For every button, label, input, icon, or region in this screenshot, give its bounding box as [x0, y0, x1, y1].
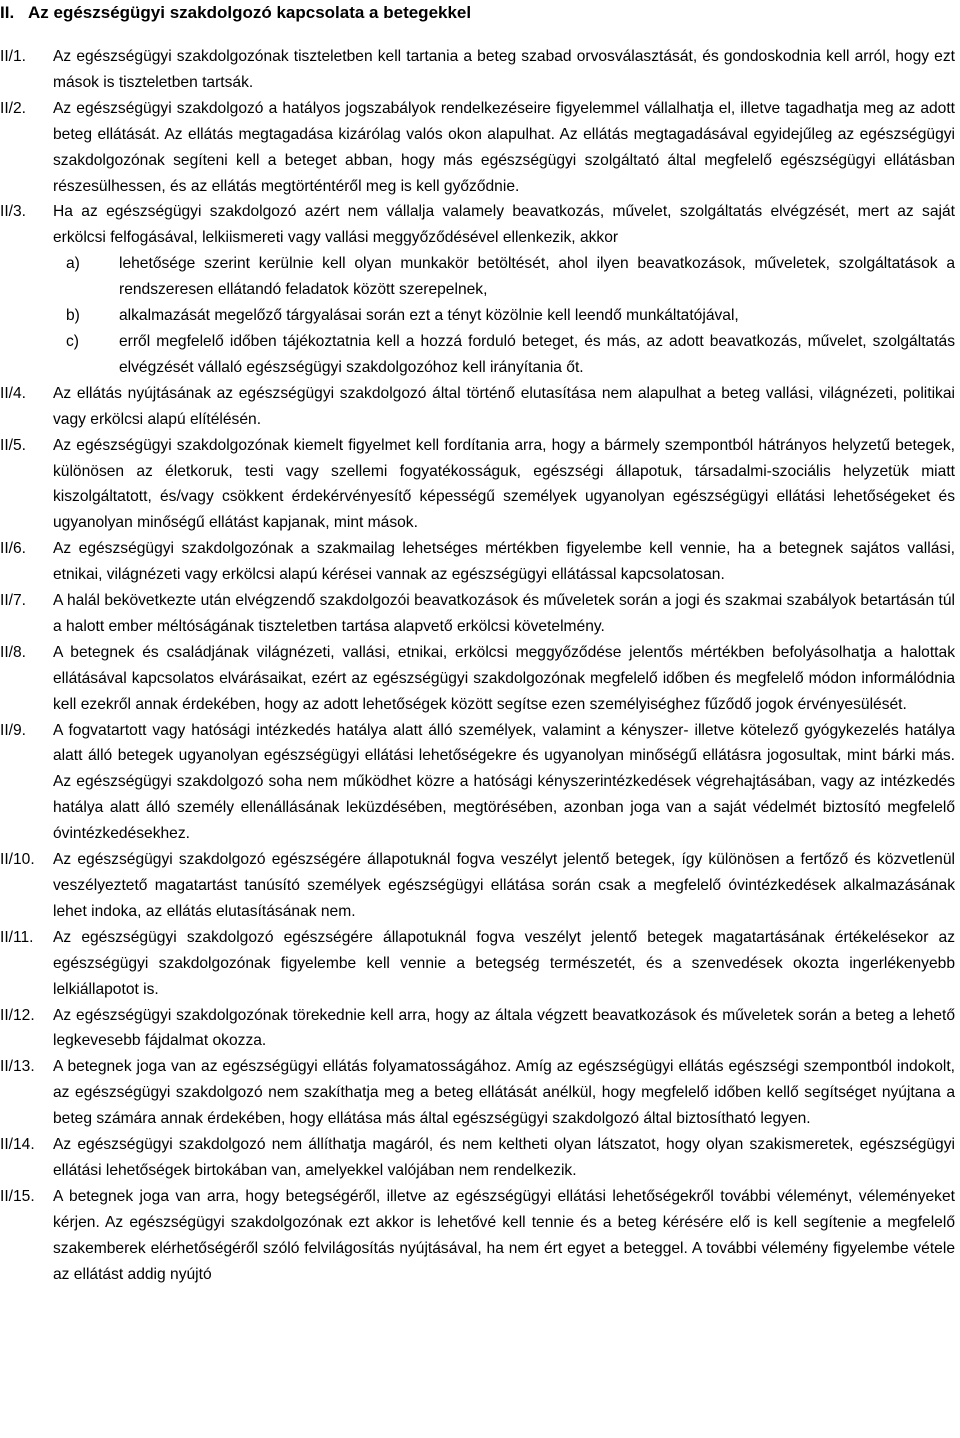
sub-item-label: c)	[66, 332, 79, 350]
list-item	[0, 381, 960, 433]
section-title: Az egészségügyi szakdolgozó kapcsolata a betegekkel	[28, 3, 472, 22]
sub-item	[53, 329, 955, 381]
item-number: II/12.	[0, 1006, 35, 1024]
item-number: II/10.	[0, 851, 35, 869]
item-body	[53, 640, 955, 718]
item-body	[53, 925, 955, 1003]
list-item	[0, 44, 960, 96]
item-body	[53, 381, 955, 433]
list-item	[0, 640, 960, 718]
item-text: Az egészségügyi szakdolgozónak kiemelt figyelmet kell fordítania arra, hogy a bármely szempontból hátrányos helyzetű betegek, különösen az életkoruk, testi vagy szellemi fogyatékosságuk, egészségi állapotuk, társadalmi-szociális helyzetük miatt kiszolgáltatott, és/vagy csökkent érdekérvényesítő képességű személyek ugyanolyan egészségügyi ellátási lehetőségeket és ugyanolyan minőségű ellátást kapjanak, mint mások.	[53, 436, 955, 532]
item-text: A fogvatartott vagy hatósági intézkedés hatálya alatt álló személyek, valamint a kényszer- illetve kötelező gyógykezelés hatálya alatt álló betegek ugyanolyan egészségügyi ellátási lehetőségekre és ugyanolyan minőségű ellátásra jogosultak, mint bárki más. Az egészségügyi szakdolgozó soha nem működhet közre a hatósági kényszerintézkedések végrehajtásában, vagy az intézkedés hatálya alatt álló személy ellenállásának leküzdésében, megtörésében, azonban joga van a saját védelmét biztosító megfelelő óvintézkedésekhez.	[53, 721, 955, 843]
list-item	[0, 96, 960, 200]
list-item	[0, 1132, 960, 1184]
list-item	[0, 1184, 960, 1288]
item-text: A betegnek és családjának világnézeti, vallási, etnikai, erkölcsi meggyőződése jelentős mértékben befolyásolhatja a halottak ellátásával kapcsolatos elvárásaikat, ezért az egészségügyi szakdolgozónak megfelelő időben és megfelelő módon informálódnia kell ezekről annak érdekében, hogy az adott lehetőségek között segítse ezen személyiséghez fűződő jogok érvényesülését.	[53, 643, 955, 713]
item-text: Az egészségügyi szakdolgozó egészségére állapotuknál fogva veszélyt jelentő betegek, így különösen a fertőző és közvetlenül veszélyeztető magatartást tanúsító személyek egészségügyi ellátása során csak a megfelelő óvintézkedések alkalmazásának lehet indoka, az ellátás elutasításának nem.	[53, 851, 955, 920]
item-text: Az egészségügyi szakdolgozónak a szakmailag lehetséges mértékben figyelembe kell vennie, ha a betegnek sajátos vallási, etnikai, világnézeti vagy erkölcsi alapú kérései vannak az egészségügyi ellátással kapcsolatosan.	[53, 540, 955, 584]
item-text: Az egészségügyi szakdolgozónak törekednie kell arra, hogy az általa végzett beavatkozások és műveletek során a beteg a lehető legkevesebb fájdalmat okozza.	[53, 1006, 955, 1050]
item-number: II/6.	[0, 540, 27, 558]
item-text: A betegnek joga van arra, hogy betegségéről, illetve az egészségügyi ellátási lehetőségekről további véleményt, véleményeket kérjen. Az egészségügyi szakdolgozónak ezt akkor is lehetővé kell tennie és a beteg kérésére elő is kell segítenie a megfelelő szakemberek elérhetőségéről szóló felvilágosítás nyújtásával, ha nem ért egyet a beteggel. A további vélemény figyelembe vétele az ellátást addig nyújtó	[53, 1187, 955, 1283]
item-body	[53, 1184, 955, 1288]
list-item	[0, 847, 960, 925]
item-text: Ha az egészségügyi szakdolgozó azért nem vállalja valamely beavatkozás, művelet, szolgáltatás elvégzését, mert az saját erkölcsi felfogásával, lelkiismereti vagy vallási meggyőződésével ellenkezik, akkor	[53, 203, 955, 247]
item-number: II/1.	[0, 48, 27, 65]
sub-item-text: erről megfelelő időben tájékoztatnia kell a hozzá forduló beteget, és más, az adott beavatkozás, művelet, szolgáltatás elvégzését vállaló egészségügyi szakdolgozóhoz kell irányítania őt.	[119, 332, 955, 376]
item-text: Az egészségügyi szakdolgozó egészségére állapotuknál fogva veszélyt jelentő betegek magatartásának értékelésekor az egészségügyi szakdolgozónak figyelembe kell vennie a betegség természetét, és a szenvedések okozta ingerlékenyebb lelkiállapotot is.	[53, 928, 955, 998]
item-number: II/14.	[0, 1136, 35, 1154]
list-item	[0, 925, 960, 1003]
section-heading	[0, 0, 471, 26]
item-body	[53, 1054, 955, 1132]
sub-item-label: a)	[66, 255, 80, 273]
item-body	[53, 718, 955, 848]
sub-item	[53, 303, 955, 329]
item-number: II/15.	[0, 1187, 35, 1205]
item-text: Az egészségügyi szakdolgozó a hatályos jogszabályok rendelkezéseire figyelemmel vállalhatja el, illetve tagadhatja meg az adott beteg ellátását. Az ellátás megtagadása kizárólag valós okon alapulhat. Az ellátás megtagadásával egyidejűleg az egészségügyi szakdolgozónak segíteni kell a beteget abban, hogy más egészségügyi szolgáltató által megfelelő egészségügyi ellátásban részesülhessen, és az ellátás megtörténtéről meg is kell győződnie.	[53, 99, 955, 195]
item-number: II/13.	[0, 1058, 35, 1076]
item-body	[53, 536, 955, 588]
item-text: Az egészségügyi szakdolgozó nem állíthatja magáról, és nem keltheti olyan látszatot, hogy olyan szakismeretek, egészségügyi ellátási lehetőségek birtokában van, amelyekkel valójában nem rendelkezik.	[53, 1136, 955, 1179]
item-list	[0, 44, 960, 1288]
list-item	[0, 718, 960, 848]
item-body	[53, 433, 955, 537]
item-number: II/8.	[0, 643, 27, 661]
sub-item-text: alkalmazását megelőző tárgyalásai során ezt a tényt közölnie kell leendő munkáltatójával,	[119, 307, 739, 325]
sub-item-label: b)	[66, 307, 80, 325]
item-number: II/4.	[0, 384, 27, 402]
sub-item-text: lehetősége szerint kerülnie kell olyan munkakör betöltését, ahol ilyen beavatkozások, műveletek, szolgáltatások a rendszeresen ellátandó feladatok között szerepelnek,	[119, 255, 955, 299]
item-number: II/3.	[0, 203, 27, 221]
item-text: Az egészségügyi szakdolgozónak tiszteletben kell tartania a beteg szabad orvosválasztását, és gondoskodnia kell arról, hogy ezt mások is tiszteletben tartsák.	[53, 48, 955, 91]
item-body	[53, 1132, 955, 1184]
item-number: II/7.	[0, 592, 27, 610]
list-item	[0, 1003, 960, 1055]
list-item	[0, 536, 960, 588]
list-item	[0, 588, 960, 640]
list-item	[0, 433, 960, 537]
item-body	[53, 1003, 955, 1055]
item-number: II/11.	[0, 928, 34, 946]
item-number: II/2.	[0, 99, 27, 117]
item-text: A betegnek joga van az egészségügyi ellátás folyamatosságához. Amíg az egészségügyi ellátás egészségi szempontból indokolt, az egészségügyi szakdolgozó nem szakíthatja meg a beteg ellátását anélkül, hogy megfelelő időben kellő segítséget nyújtana a beteg számára annak érdekében, hogy ellátása más által egészségügyi szakdolgozó által biztosítható legyen.	[53, 1058, 955, 1128]
list-item	[0, 1054, 960, 1132]
item-text: A halál bekövetkezte után elvégzendő szakdolgozói beavatkozások és műveletek során a jogi és szakmai szabályok betartásán túl a halott ember méltóságának tiszteletben tartása alapvető erkölcsi követelmény.	[53, 592, 955, 635]
item-body	[53, 44, 955, 96]
item-body	[53, 96, 955, 200]
item-body	[53, 199, 955, 380]
item-body	[53, 847, 955, 925]
item-text: Az ellátás nyújtásának az egészségügyi szakdolgozó által történő elutasítása nem alapulhat a beteg vallási, világnézeti, politikai vagy erkölcsi alapú elítélésén.	[53, 384, 955, 428]
item-number: II/5.	[0, 436, 27, 454]
list-item	[0, 199, 960, 380]
item-body	[53, 588, 955, 640]
sub-item	[53, 251, 955, 303]
section-number: II.	[0, 3, 15, 22]
item-number: II/9.	[0, 721, 27, 739]
